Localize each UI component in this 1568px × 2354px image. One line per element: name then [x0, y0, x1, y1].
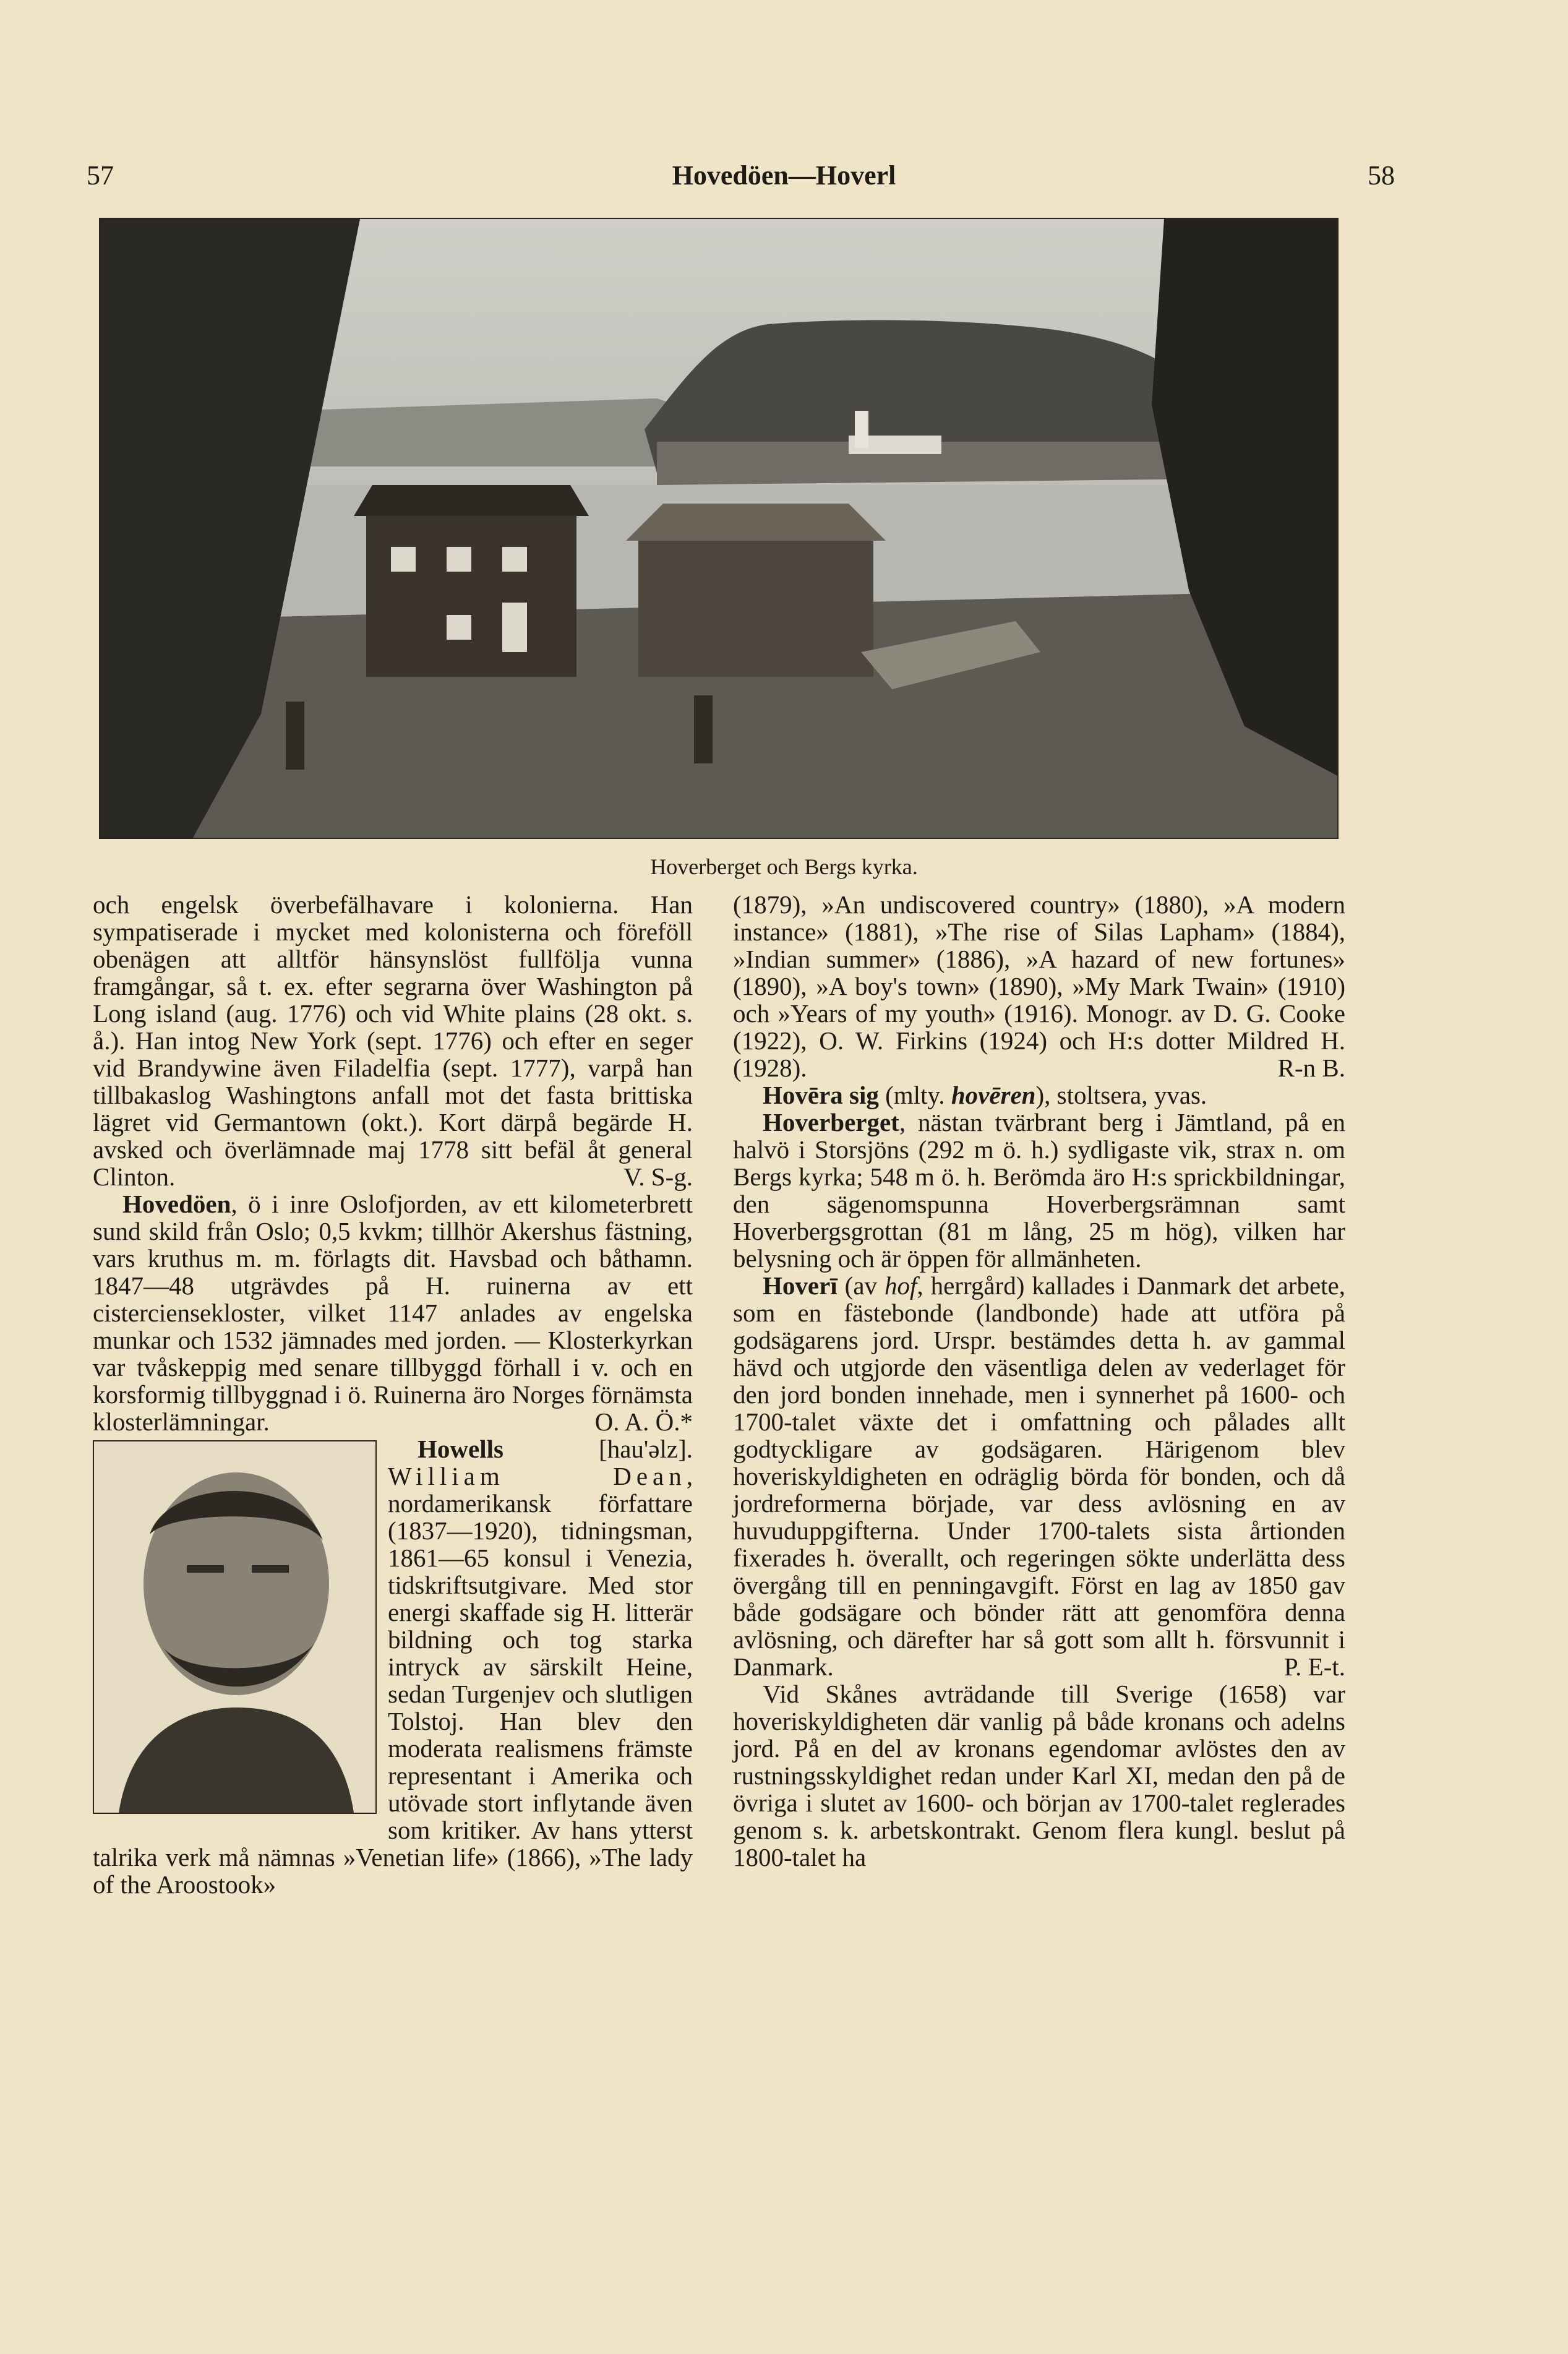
- person-name: William Dean: [388, 1462, 687, 1490]
- entry-text: (1879), »An undiscovered country» (1880), »A modern instance» (1881), »The rise of Silas Lapham» (1884), »Indian summer» (1886), »A hazard of new fortunes» (1890), »A boy's town» (1890), »My Mark Twain» (1910) och »Years of my youth» (1916). Monogr. av D. G. Cooke (1922), O. W. Firkins (1924) och H:s dotter Mildred H. (1928).: [733, 890, 1345, 1082]
- pronunciation: [hau'əlz].: [503, 1435, 693, 1463]
- entry-hoverberget: [733, 1109, 1345, 1272]
- signature: O. A. Ö.*: [594, 1407, 693, 1436]
- entry-text: , nordamerikansk författare (1837—1920), tidningsman, 1861—65 konsul i Venezia, tidskriftsutgivare. Med stor energi skaffade sig H. litterär bildning och tog starka intryck av särskilt Heine, sedan Turgenjev och slutligen Tolstoj. Han blev den moderata realismens främste representant i Amerika och utövade stort inflytande även som kritiker. Av hans ytterst talrika verk må nämnas »Venetian life» (1866), »The lady of the Aroostook»: [93, 1462, 693, 1899]
- landscape-photo: [99, 218, 1339, 839]
- page-number-left: 57: [87, 160, 114, 191]
- entry-hovedoen: [93, 1190, 693, 1435]
- running-head: Hovedöen—Hoverl: [672, 160, 896, 191]
- portrait-engraving: [93, 1440, 377, 1814]
- entry-text: Vid Skånes avträdande till Sverige (1658) var hoveriskyldigheten där vanlig på både kronans och adelns jord. På en del av kronans egendomar avlöstes den av rustningsskyldighet redan under Karl XI, medan den på de övriga i slutet av 1600- och början av 1700-talet reglerades genom s. k. arbetskontrakt. Genom flera kungl. beslut på 1800-talet ha: [733, 1680, 1345, 1871]
- entry-hoveri-sweden: [733, 1680, 1345, 1871]
- signature: R-n B.: [1277, 1054, 1345, 1082]
- entry-howells: [93, 1435, 693, 1898]
- left-column: [93, 891, 693, 1898]
- entry-text: , herrgård) kallades i Danmark det arbete, som en fästebonde (landbonde) hade att utföra på godsägarens jord. Urspr. bestämdes detta h. av gammal hävd och utgjorde den väsentliga delen av vederlaget för den jord bonden innehade, men i synnerhet på 1600- och 1700-talet växte det i omfattning och pålades allt godtyckligare av godsägaren. Härigenom blev hoveriskyldigheten en odräglig börda för bonden, och då jordreformerna började, var dess avlösning en av huvuduppgifterna. Under 1700-talets sista årtionden fixerades h. överallt, och regeringen sökte underlätta dess övergång till en penningavgift. Först en lag av 1850 gav både godsägare och bönder rätt att genomföra denna avlösning, och därefter har så gott som allt h. försvunnit i Danmark.: [733, 1271, 1345, 1681]
- page-number-right: 58: [1368, 160, 1395, 191]
- etymology: hof: [884, 1271, 917, 1300]
- entry-text: ), stoltsera, yvas.: [1035, 1081, 1207, 1109]
- entry-text: (mlty.: [878, 1081, 951, 1109]
- headword: Hovedöen: [122, 1190, 231, 1218]
- howe-entry-continuation: [93, 891, 693, 1190]
- entry-text: , ö i inre Oslofjorden, av ett kilometerbrett sund skild från Oslo; 0,5 kvkm; tillhör Akershus fästning, vars kruthus m. m. förlagts dit. Havsbad och båthamn. 1847—48 utgrävdes på H. ruinerna av ett cisterciensekloster, vilket 1147 anlades av engelska munkar och 1532 jämnades med jorden. — Klosterkyrkan var tvåskeppig med senare tillbyggd förhall i v. och en korsformig tillbyggnad i ö. Ruinerna äro Norges förnämsta klosterlämningar.: [93, 1190, 693, 1436]
- signature: V. S-g.: [623, 1162, 693, 1191]
- headword: Howells: [418, 1435, 503, 1463]
- howe-text: och engelsk överbefälhavare i kolonierna. Han sympatiserade i mycket med kolonisterna och föreföll obenägen att alltför hänsynslöst fullfölja vunna framgångar, så t. ex. efter segrarna över Washington på Long island (aug. 1776) och vid White plains (28 okt. s. å.). Han intog New York (sept. 1776) och efter en seger vid Brandywine även Filadelfia (sept. 1777), varpå han tillbakaslog Washingtons anfall mot det fasta brittiska lägret vid Germantown (okt.). Kort därpå begärde H. avsked och överlämnade maj 1778 sitt befäl åt general Clinton.: [93, 890, 693, 1191]
- photo-caption: Hoverberget och Bergs kyrka.: [650, 854, 918, 879]
- entry-hoveri: [733, 1272, 1345, 1680]
- headword: Hoverberget: [763, 1108, 899, 1136]
- entry-text: , nästan tvärbrant berg i Jämtland, på en halvö i Storsjöns (292 m ö. h.) sydligaste vik, strax n. om Bergs kyrka; 548 m ö. h. Berömda äro H:s sprickbildningar, den sägenomspunna Hoverbergsrämnan samt Hoverbergsgrottan (81 m lång, 25 m hög), vilken har belysning och är öppen för allmänheten.: [733, 1108, 1345, 1273]
- headword: Hoverī: [763, 1271, 838, 1300]
- entry-hovera: [733, 1081, 1345, 1109]
- etymology: hovēren: [951, 1081, 1036, 1109]
- howells-entry-continuation: [733, 891, 1345, 1081]
- right-column: [733, 891, 1345, 1871]
- signature: P. E-t.: [1283, 1652, 1345, 1681]
- entry-text: (av: [837, 1271, 885, 1300]
- headword: Hovēra sig: [763, 1081, 879, 1109]
